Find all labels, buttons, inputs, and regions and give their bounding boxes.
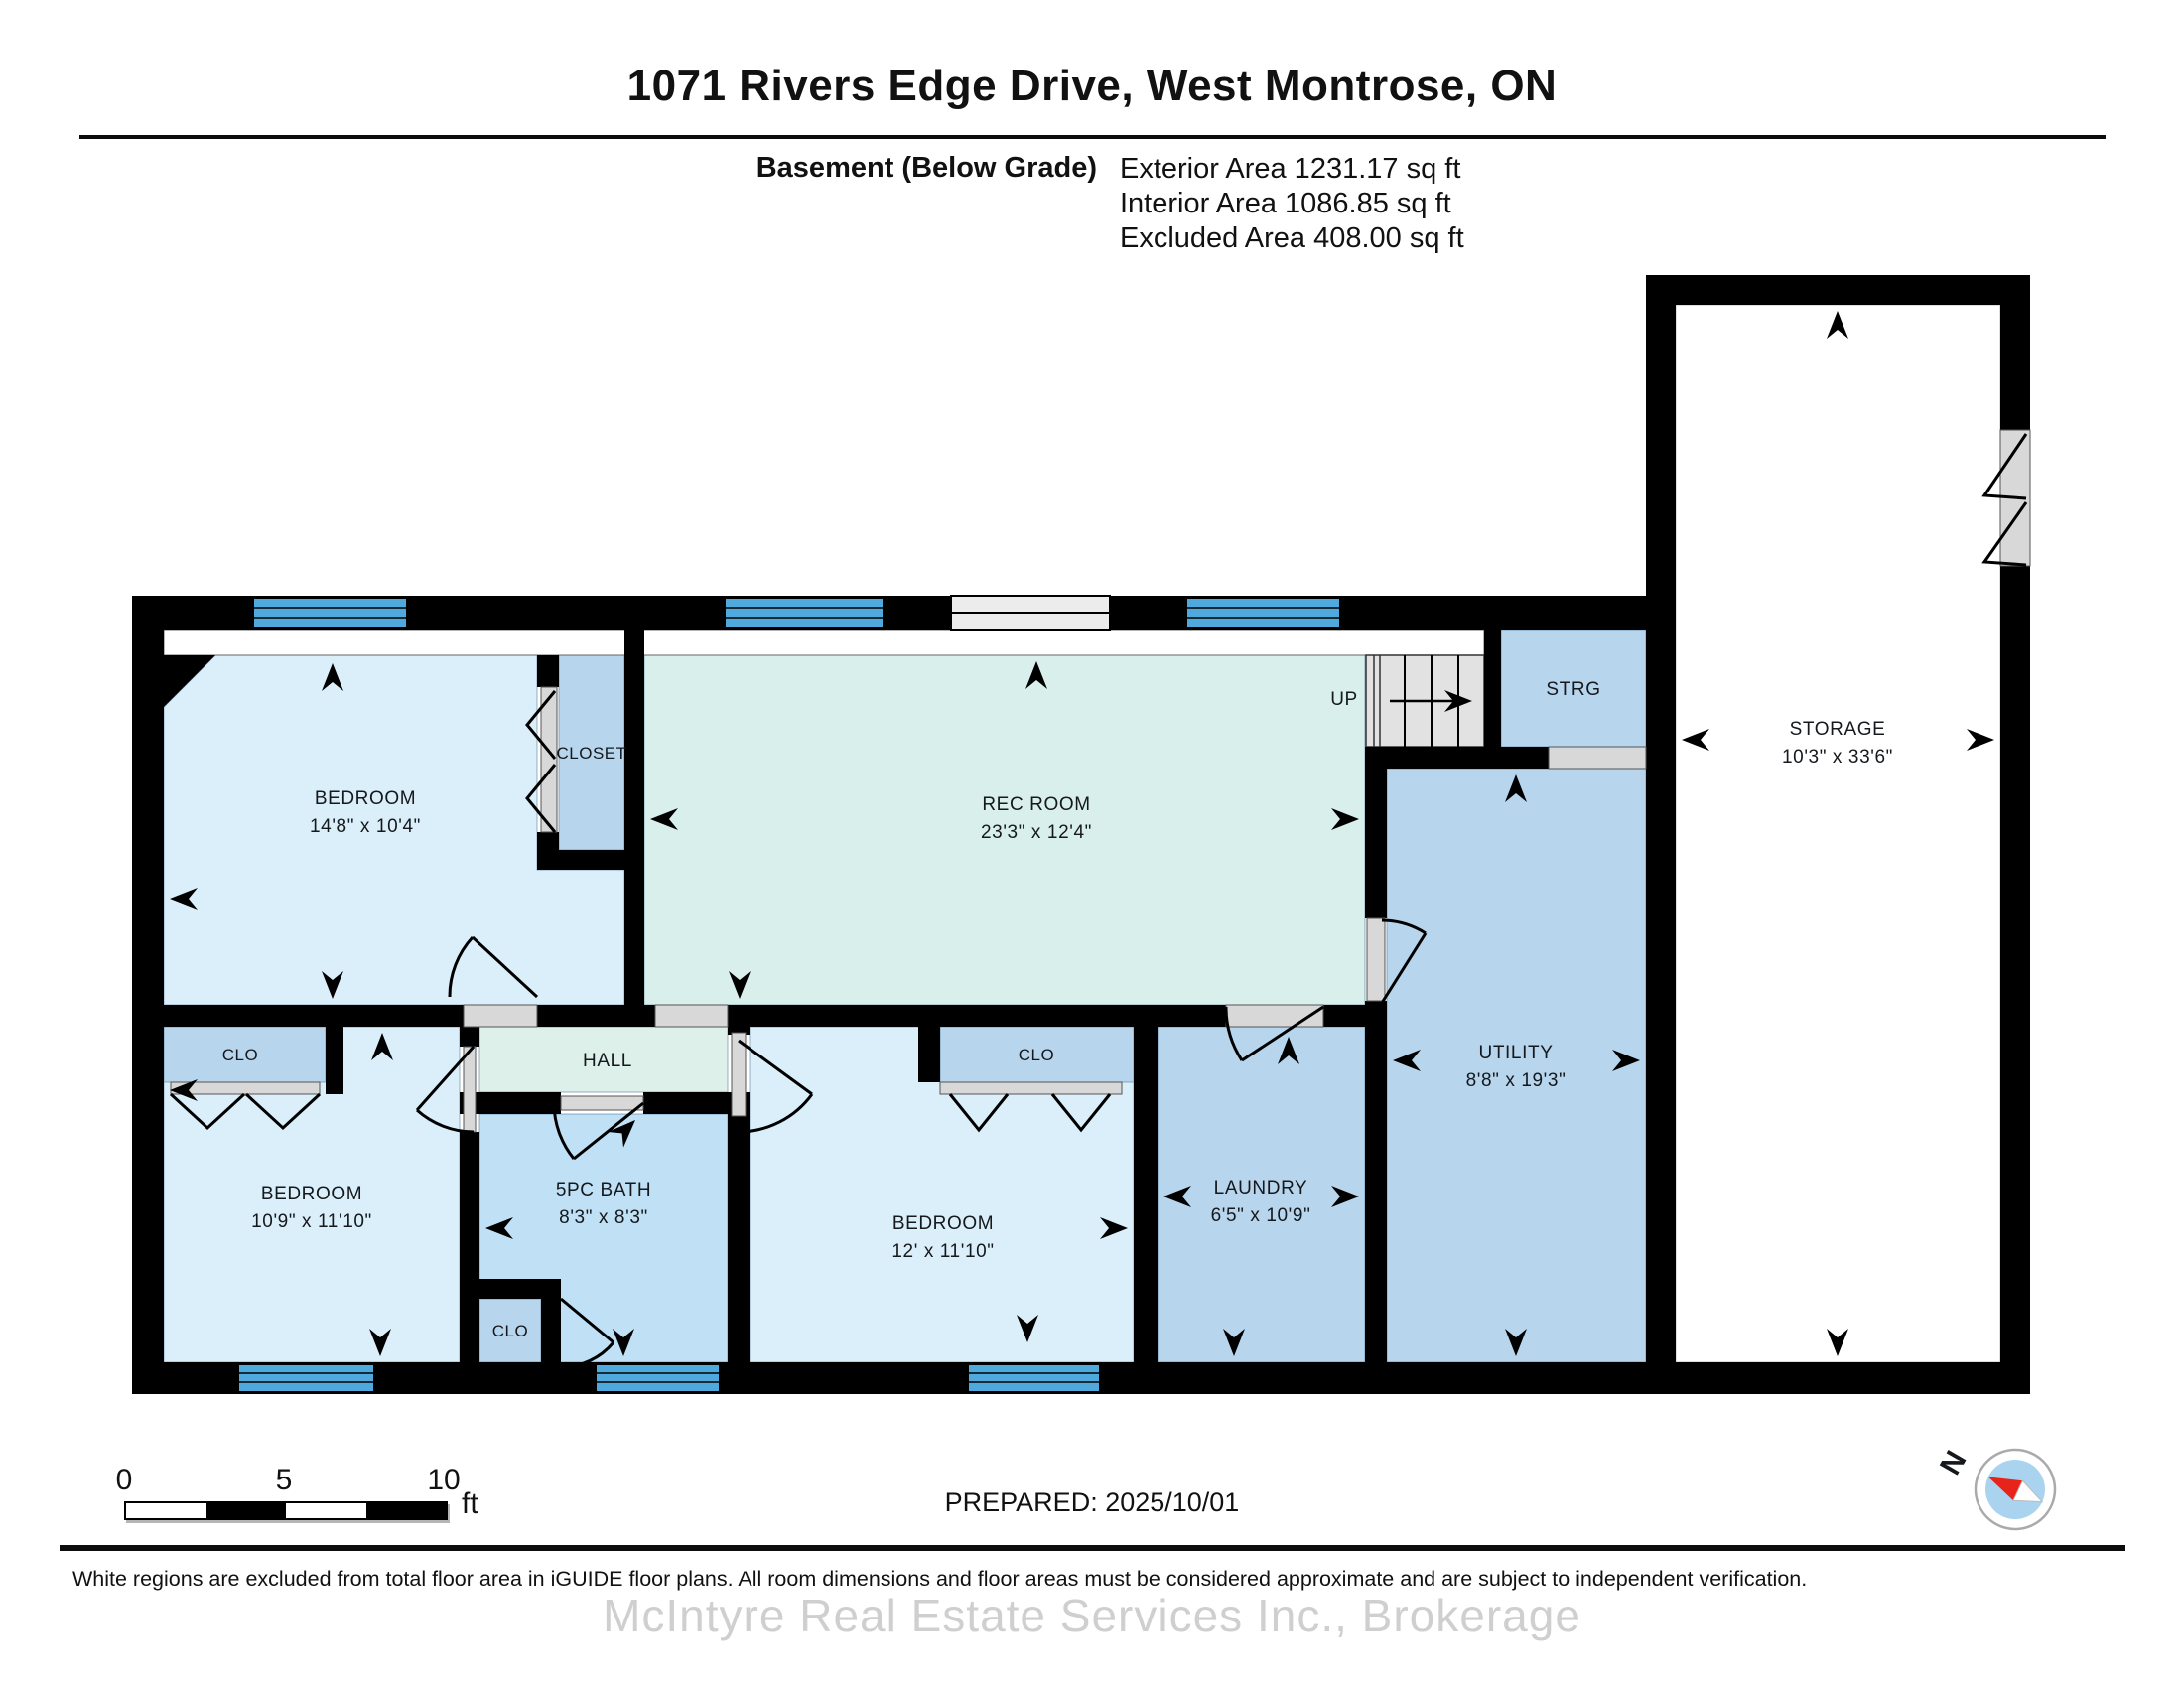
bedroom-bl-door-jamb: [464, 1047, 476, 1132]
rec-hall-opening: [655, 1005, 728, 1027]
label-clo-mid: CLO: [1018, 1046, 1055, 1064]
dims-bath: 8'3" x 8'3": [559, 1207, 648, 1228]
dims-bedroom-tl: 14'8" x 10'4": [309, 816, 422, 837]
dims-bedroom-m: 12' x 11'10": [891, 1241, 995, 1262]
label-clo-left: CLO: [221, 1046, 259, 1064]
window: [968, 1364, 1100, 1392]
prepared-date: PREPARED: 2025/10/01: [944, 1487, 1240, 1517]
window: [1186, 598, 1340, 628]
patio-door: [951, 596, 1110, 630]
page-title: 1071 Rivers Edge Drive, West Montrose, ON: [626, 62, 1558, 110]
strg-opening: [1549, 747, 1646, 769]
label-hall: HALL: [583, 1051, 632, 1071]
label-laundry: LAUNDRY: [1213, 1178, 1308, 1198]
label-strg: STRG: [1546, 679, 1601, 700]
dims-rec: 23'3" x 12'4": [980, 822, 1093, 843]
window: [238, 1364, 374, 1392]
scale-unit: ft: [462, 1487, 478, 1520]
utility-door-jamb: [1367, 918, 1385, 1001]
scale-tick-10: 10: [427, 1464, 461, 1496]
label-clo-bath: CLO: [491, 1322, 529, 1340]
window: [253, 598, 407, 628]
window: [725, 598, 884, 628]
bedroom-tl-door-jamb: [464, 1005, 537, 1027]
footer-divider: [60, 1545, 2125, 1551]
window: [596, 1364, 720, 1392]
label-up: UP: [1330, 689, 1358, 710]
label-closet-tl: CLOSET: [556, 744, 627, 763]
label-storage: STORAGE: [1789, 719, 1886, 740]
label-bath: 5PC BATH: [555, 1180, 652, 1200]
room-utility: [1387, 769, 1646, 1362]
brokerage-watermark: McIntyre Real Estate Services Inc., Brokerage: [603, 1590, 1581, 1641]
label-bedroom-bl: BEDROOM: [260, 1184, 363, 1204]
label-bedroom-tl: BEDROOM: [314, 788, 417, 809]
label-bedroom-m: BEDROOM: [891, 1213, 995, 1234]
excluded-area: Excluded Area 408.00 sq ft: [1120, 222, 1464, 254]
floor-name-label: Basement (Below Grade): [755, 152, 1097, 184]
room-storage: [1676, 305, 2000, 1362]
dims-utility: 8'8" x 19'3": [1465, 1070, 1567, 1091]
disclaimer-text: White regions are excluded from total floor area in iGUIDE floor plans. All room dimensions and floor areas must be considered approximate and are subject to independent verification.: [72, 1567, 1808, 1591]
closet-door-track: [541, 687, 557, 832]
stairs: [1366, 655, 1484, 747]
interior-area: Interior Area 1086.85 sq ft: [1120, 188, 1451, 219]
exterior-area: Exterior Area 1231.17 sq ft: [1120, 153, 1461, 185]
bath-door-jamb: [561, 1096, 643, 1110]
compass-north-label: N: [1934, 1445, 1974, 1480]
dims-laundry: 6'5" x 10'9": [1210, 1205, 1311, 1226]
clo-mid-shelf: [940, 1082, 1122, 1094]
dims-storage: 10'3" x 33'6": [1781, 747, 1894, 768]
dims-bedroom-bl: 10'9" x 11'10": [251, 1211, 372, 1232]
scale-tick-5: 5: [275, 1464, 293, 1496]
label-utility: UTILITY: [1478, 1043, 1554, 1063]
label-rec: REC ROOM: [982, 794, 1091, 815]
scale-tick-0: 0: [115, 1464, 133, 1496]
bulkhead-strip: [164, 630, 1484, 655]
